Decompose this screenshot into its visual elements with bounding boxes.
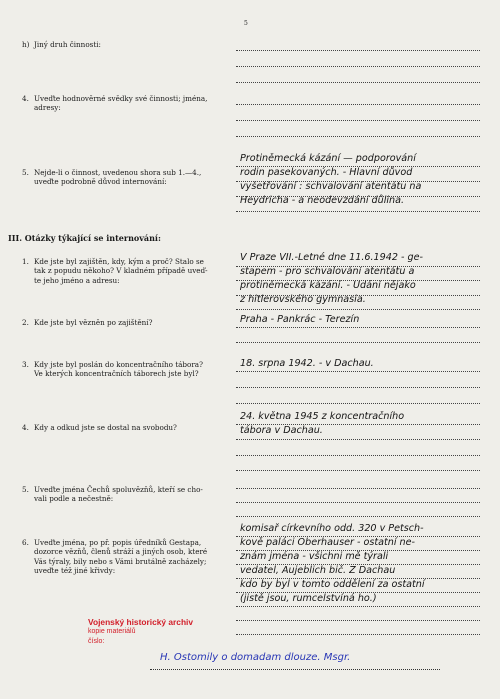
question-text-line: uveďte podrobně důvod internování: [34,177,167,187]
question-text-line: Ve kterých koncentračních táborech jste byl? [34,369,199,379]
handwritten-line: kově paláci Oberhauser - ostatní ne- [240,537,416,548]
answer-line [236,470,480,471]
question-number: 4. [22,423,29,432]
answer-line [236,634,480,635]
answer-line [236,104,480,105]
archive-stamp [88,617,193,647]
question-text-line: Kdy jste byl poslán do koncentračního tábora? [34,360,203,369]
answer-line [236,403,480,404]
handwritten-line: (jistě jsou, rumcelstvíná ho.) [240,593,377,604]
answer-line [236,66,480,67]
handwritten-line: tábora v Dachau. [240,425,323,436]
question-text-line: Uveďte jména, po př. popis úředníků Gestapa, [34,538,202,547]
answer-line [236,309,480,310]
handwritten-line: 24. května 1945 z koncentračního [240,411,405,422]
answer-line [236,120,480,121]
answer-line [236,606,480,607]
question-text: Jiný druh činnosti: [34,40,101,49]
answer-line [236,578,480,579]
stamp-subtitle: kopie materiálů [88,628,136,635]
question-text: Kdy a odkud jste se dostal na svobodu? [34,423,177,432]
question-text [34,94,207,113]
question-text [34,538,207,576]
question-text-line: vali podle a nečestně: [34,494,114,504]
question-number: h) [22,40,30,49]
answer-line [236,211,480,212]
answer-line [236,620,480,621]
answer-line [236,488,480,489]
handwritten-line: V Praze VII.-Letné dne 11.6.1942 - ge- [240,252,423,263]
question-number: 6. [22,538,29,547]
stamp-number-label: číslo: [88,638,105,645]
handwritten-line: Praha - Pankrác - Terezín [240,314,360,325]
handwritten-line: znám jména - všichni mě týrali [240,551,389,562]
question-text [34,485,203,504]
answer-line [236,592,480,593]
signature: H. Ostomily o domadam dlouze. Msgr. [160,652,351,663]
question-text [34,168,201,187]
question-text-line: Uveďte jména Čechů spoluvězňů, kteří se cho- [34,485,203,494]
question-number: 2. [22,318,29,327]
answer-line [236,50,480,51]
handwritten-answer-3-3 [240,357,488,371]
question-number: 3. [22,360,29,369]
question-text-line: Kde jste byl zajištěn, kdy, kým a proč? Stalo se [34,257,204,266]
question-number: 1. [22,257,29,266]
handwritten-answer-3-2 [240,313,488,327]
answer-line [236,82,480,83]
answer-line [236,342,480,343]
answer-line [236,502,480,503]
handwritten-line: kdo by byl v tomto oddělení za ostatní [240,579,425,590]
page-number: 5 [244,20,248,27]
answer-line [236,371,480,372]
handwritten-line: rodin pasekovaných. - Hlavní důvod [240,167,413,178]
question-text-line: Nejde-li o činnost, uvedenou shora sub 1.—4., [34,168,202,177]
answer-line [236,387,480,388]
answer-line [236,424,480,425]
handwritten-line: 18. srpna 1942. - v Dachau. [240,358,374,369]
question-number: 5. [22,168,29,177]
answer-line [236,136,480,137]
question-text-line: te jeho jméno a adresu: [34,275,120,285]
handwritten-line: protiněmecká kázání. - Udání nějako [240,280,416,291]
signature-line [150,669,440,670]
answer-line [236,181,480,182]
handwritten-line: z hitlerovského gymnasia. [240,294,366,305]
question-text-line: Uveďte hodnověrné svědky své činnosti; jména, [34,94,208,103]
question-number: 4. [22,94,29,103]
handwritten-line: vedatel, Aujeblich bič. Z Dachau [240,565,396,576]
handwritten-line: Heydricha - a neodevzdání důlina. [240,195,405,206]
question-text-line: dozorce vězňů, členů stráží a jiných osob, které [34,547,208,557]
answer-line [236,564,480,565]
question-text-line: Vás týraly, bily nebo s Vámi brutálně zacházely; [34,556,207,566]
answer-line [236,266,480,267]
question-number: 5. [22,485,29,494]
answer-line [236,166,480,167]
handwritten-answer-3-1 [240,251,488,307]
question-text-line: uveďte též jiné křivdy: [34,566,116,576]
handwritten-line: Protiněmecká kázání — podporování [240,153,416,164]
question-text [34,360,203,379]
answer-line [236,536,480,537]
answer-line [236,550,480,551]
question-text: Kde jste byl vězněn po zajištění? [34,318,153,327]
answer-line [236,455,480,456]
answer-line [236,327,480,328]
question-text-line: tak z popudu někoho? V kladném případě uveď- [34,266,208,276]
answer-line [236,516,480,517]
stamp-title: Vojenský historický archiv [88,617,194,627]
handwritten-answer-5 [240,152,488,208]
handwritten-line: vyšetřování : schvalování atentátu na [240,181,422,192]
answer-line [236,196,480,197]
answer-line [236,280,480,281]
question-text [34,257,208,285]
handwritten-line: stapem - pro schvalování atentátu a [240,266,415,277]
section-heading: III. Otázky týkající se internování: [8,233,161,243]
question-text-line: adresy: [34,103,61,113]
handwritten-line: komisař církevního odd. 320 v Petsch- [240,523,424,534]
answer-line [236,295,480,296]
answer-line [236,439,480,440]
